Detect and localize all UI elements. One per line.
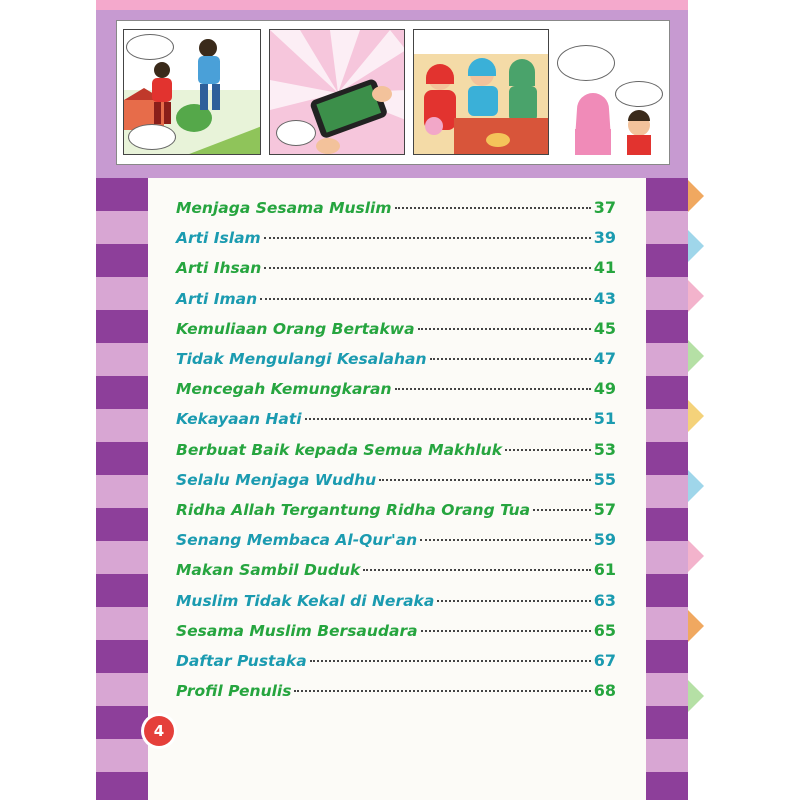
comic-panel-2 (269, 29, 405, 155)
top-strip (96, 0, 688, 10)
toc-entry (176, 409, 616, 433)
toc-entry-page: 61 (593, 560, 616, 580)
toc-entry-title: Makan Sambil Duduk (176, 561, 361, 580)
header-band (96, 10, 688, 178)
toc-entry-page: 43 (593, 288, 616, 308)
toc-entry-page: 41 (593, 258, 616, 278)
dot-leader (363, 569, 590, 571)
decorative-triangles (688, 0, 704, 800)
dot-leader (437, 600, 590, 602)
family-illustration (414, 30, 549, 155)
toc-entry (176, 500, 616, 524)
speech-bubble (615, 81, 663, 107)
dot-leader (260, 298, 591, 300)
toc-entry-page: 68 (593, 681, 616, 701)
toc-entry-page: 47 (593, 349, 616, 368)
toc-entry-page: 37 (593, 198, 616, 217)
comic-panel-4 (557, 29, 663, 155)
toc-entry-title: Senang Membaca Al-Qur'an (176, 531, 418, 550)
toc-entry (176, 379, 616, 403)
toc-entry-page: 59 (593, 530, 616, 550)
toc-entry-title: Sesama Muslim Bersaudara (176, 621, 418, 640)
dot-leader (379, 479, 591, 481)
toc-entry (176, 530, 616, 554)
toc-entry-title: Mencegah Kemungkaran (176, 380, 392, 399)
page-number-badge: 4 (144, 716, 174, 746)
dot-leader (395, 207, 591, 209)
toc-entry-page: 39 (593, 228, 616, 248)
toc-entry-title: Daftar Pustaka (176, 652, 307, 670)
toc-entry-title: Kemuliaan Orang Bertakwa (176, 319, 415, 338)
dot-leader (395, 388, 591, 390)
toc-entry (176, 289, 616, 313)
dot-leader (264, 237, 591, 239)
toc-entry (176, 440, 616, 464)
dot-leader (305, 418, 591, 420)
dot-leader (418, 328, 591, 330)
toc-entry-title: Arti Iman (176, 289, 258, 308)
book-page (96, 0, 688, 800)
comic-strip (116, 20, 670, 165)
toc-entry-title: Menjaga Sesama Muslim (176, 199, 392, 217)
toc-entry-title: Muslim Tidak Kekal di Neraka (176, 591, 435, 610)
toc-entry-title: Arti Ihsan (176, 259, 262, 278)
toc-entry (176, 591, 616, 615)
toc-entry-page: 55 (593, 469, 616, 489)
comic-panel-3 (413, 29, 549, 155)
toc-entry (176, 258, 616, 282)
toc-entry-page: 51 (593, 409, 616, 429)
page-edge (688, 0, 704, 800)
toc-entry (176, 470, 616, 494)
speech-bubble (557, 45, 615, 81)
toc-entry (176, 228, 616, 252)
toc-entry-page: 57 (593, 500, 616, 519)
toc-entry-page: 65 (593, 620, 616, 640)
toc-entry (176, 349, 616, 373)
speech-bubble (126, 34, 174, 60)
toc-entry (176, 651, 616, 675)
toc-entry-title: Kekayaan Hati (176, 410, 302, 429)
toc-entry-title: Tidak Mengulangi Kesalahan (176, 350, 427, 368)
toc-entry (176, 621, 616, 645)
comic-panel-1 (123, 29, 261, 155)
toc-entry-page: 67 (593, 651, 616, 670)
speech-bubble (276, 120, 316, 146)
toc-entry-page: 49 (593, 379, 616, 399)
toc-entry-page: 63 (593, 590, 616, 610)
dot-leader (264, 267, 590, 269)
toc-entry-title: Arti Islam (176, 229, 261, 248)
toc-entry-title: Profil Penulis (176, 682, 292, 701)
dot-leader (430, 358, 591, 360)
toc-entry (176, 319, 616, 343)
toc-entry (176, 560, 616, 584)
toc-entry-title: Ridha Allah Tergantung Ridha Orang Tua (176, 501, 531, 519)
toc-entry-page: 53 (593, 439, 616, 459)
dot-leader (294, 690, 590, 692)
dot-leader (421, 630, 591, 632)
speech-bubble (128, 124, 176, 150)
toc-entry (176, 681, 616, 705)
dot-leader (533, 509, 591, 511)
toc-entry-title: Berbuat Baik kepada Semua Makhluk (176, 440, 503, 459)
table-of-contents (148, 178, 646, 800)
dot-leader (310, 660, 591, 662)
dot-leader (505, 449, 591, 451)
toc-entry (176, 198, 616, 222)
toc-entry-title: Selalu Menjaga Wudhu (176, 470, 377, 489)
toc-entry-page: 45 (593, 318, 616, 338)
dot-leader (420, 539, 591, 541)
